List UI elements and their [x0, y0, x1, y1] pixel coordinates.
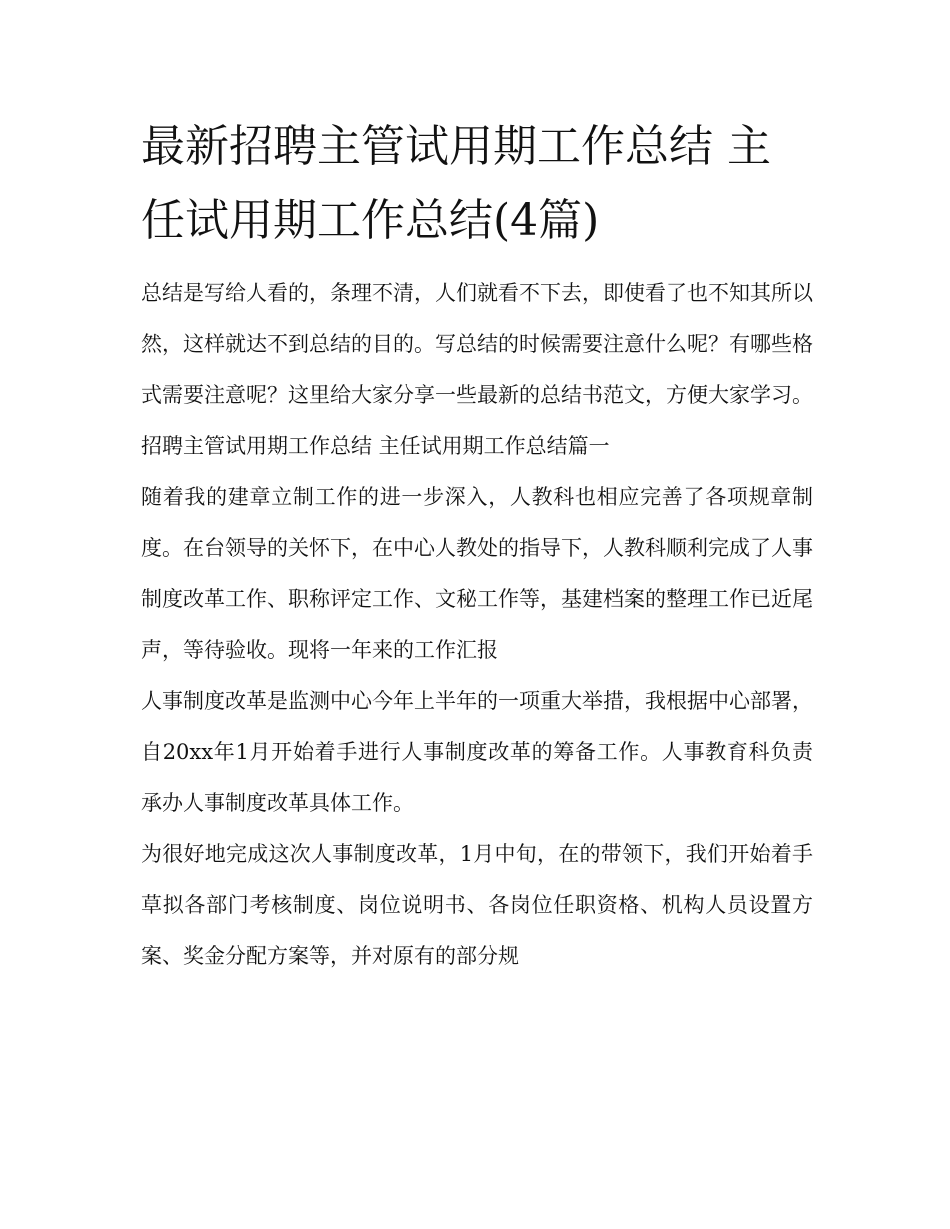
document-body [141, 268, 813, 982]
document-title: 最新招聘主管试用期工作总结 主任试用期工作总结(4篇) [141, 121, 771, 246]
body-paragraph: 为很好地完成这次人事制度改革，1月中旬，在的带领下，我们开始着手草拟各部门考核制度、岗位说明书、各岗位任职资格、机构人员设置方案、奖金分配方案等，并对原有的部分规 [141, 842, 813, 968]
body-paragraph: 随着我的建章立制工作的进一步深入，人教科也相应完善了各项规章制度。在台领导的关怀下，在中心人教处的指导下，人教科顺利完成了人事制度改革工作、职称评定工作、文秘工作等，基建档案的整理工作已近尾声，等待验收。现将一年来的工作汇报 [141, 485, 813, 662]
body-paragraph: 人事制度改革是监测中心今年上半年的一项重大举措，我根据中心部署，自20xx年1月开始着手进行人事制度改革的筹备工作。人事教育科负责承办人事制度改革具体工作。 [141, 689, 813, 815]
intro-paragraph: 总结是写给人看的，条理不清，人们就看不下去，即使看了也不知其所以然，这样就达不到总结的目的。写总结的时候需要注意什么呢？有哪些格式需要注意呢？这里给大家分享一些最新的总结书范文，方便大家学习。 [141, 281, 813, 407]
document-page [141, 110, 813, 982]
section-heading: 招聘主管试用期工作总结 主任试用期工作总结篇一 [141, 434, 610, 458]
